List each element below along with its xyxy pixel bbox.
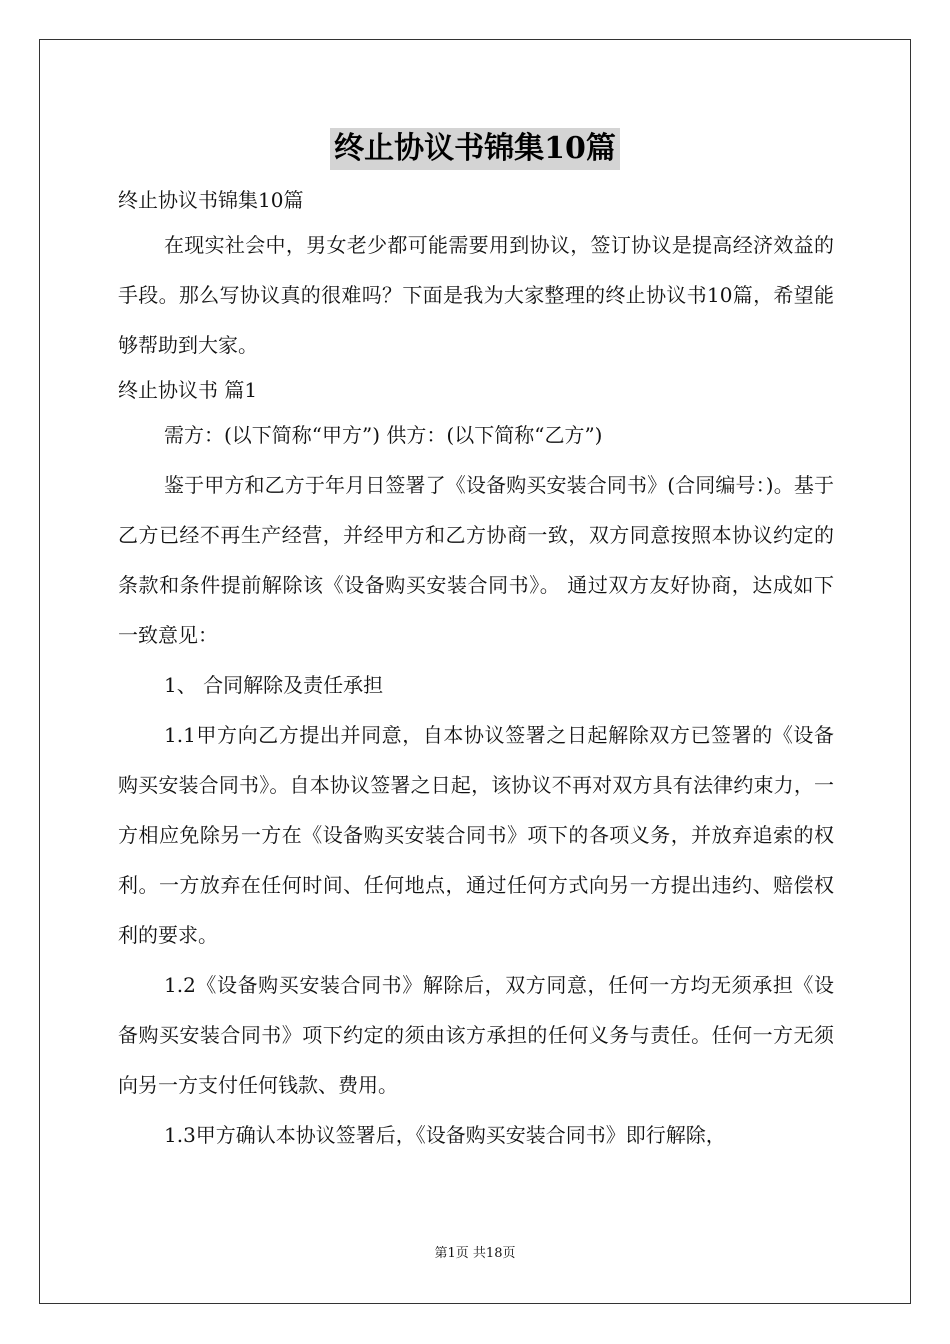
clause-1-1: 1.1甲方向乙方提出并同意，自本协议签署之日起解除双方已签署的《设备购买安装合同书》。自本协议签署之日起，该协议不再对双方具有法律约束力，一方相应免除另一方在《设备购买安装合同书》项下的各项义务，并放弃追索的权利。一方放弃在任何时间、任何地点，通过任何方式向另一方提出违约、赔偿权利的要求。 [118, 723, 834, 947]
clause-1-2: 1.2《设备购买安装合同书》解除后，双方同意，任何一方均无须承担《设备购买安装合同书》项下约定的须由该方承担的任何义务与责任。任何一方无须向另一方支付任何钱款、费用。 [118, 973, 834, 1097]
document-title: 终止协议书锦集10篇 [330, 128, 620, 170]
document-subtitle: 终止协议书锦集10篇 [118, 188, 304, 212]
document-body [118, 180, 834, 1160]
page-footer: 第1页 共18页 [434, 1246, 516, 1261]
clause-1-3: 1.3甲方确认本协议签署后，《设备购买安装合同书》即行解除， [164, 1123, 726, 1147]
section-heading: 终止协议书 篇1 [118, 378, 258, 402]
recital-paragraph: 鉴于甲方和乙方于年月日签署了《设备购买安装合同书》(合同编号：)。基于乙方已经不再生产经营，并经甲方和乙方协商一致，双方同意按照本协议约定的条款和条件提前解除该《设备购买安装合同书》。 通过双方友好协商，达成如下一致意见： [118, 473, 834, 647]
parties-line: 需方：(以下简称“甲方”) 供方：(以下简称“乙方”) [164, 423, 603, 447]
clause-heading: 1、 合同解除及责任承担 [164, 673, 384, 697]
title-container [0, 128, 950, 170]
intro-paragraph: 在现实社会中，男女老少都可能需要用到协议，签订协议是提高经济效益的手段。那么写协议真的很难吗？下面是我为大家整理的终止协议书10篇，希望能够帮助到大家。 [118, 233, 834, 357]
